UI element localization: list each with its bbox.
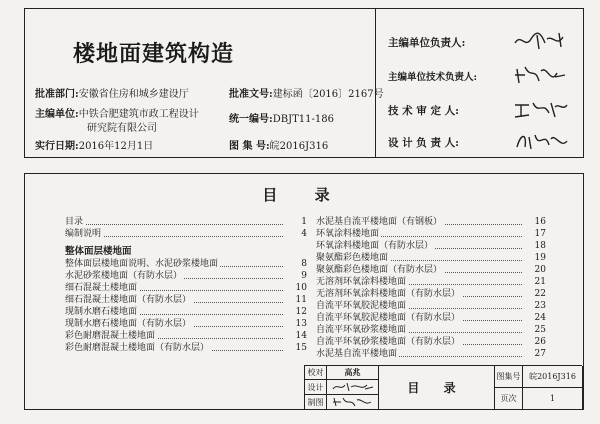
- handwritten-signature: [511, 97, 571, 121]
- toc-entry-title: 细石混凝土楼地面（有防水层）: [65, 295, 192, 305]
- stamp-atlas-label: 图集号: [495, 366, 523, 388]
- toc-entry-page: 24: [524, 312, 546, 324]
- toc-entry-title: 无溶剂环氧涂料楼地面（有防水层）: [316, 289, 461, 299]
- toc-entry: [316, 288, 546, 300]
- stamp-check-label: 校对: [305, 366, 327, 380]
- toc-entry: [316, 216, 546, 228]
- toc-left-column: [65, 216, 307, 354]
- toc-entry: [65, 330, 307, 342]
- toc-entry-page: 4: [285, 228, 307, 240]
- toc-entry: [65, 216, 307, 228]
- atlas-number: 图 集 号:皖2016J316: [229, 141, 329, 152]
- toc-entry-title: 水泥砂浆楼地面（有防水层）: [65, 271, 183, 281]
- toc-entry: [316, 240, 546, 252]
- toc-entry-title: 水泥基自流平楼地面: [316, 349, 398, 359]
- toc-entry-title: 无溶剂环氧涂料楼地面: [316, 277, 407, 287]
- toc-entry: [316, 300, 546, 312]
- effective-date: 实行日期:2016年12月1日: [35, 141, 154, 152]
- toc-right-column: [316, 216, 546, 360]
- toc-entry-page: 26: [524, 336, 546, 348]
- toc-entry-page: 11: [285, 294, 307, 306]
- toc-entry-page: 14: [285, 330, 307, 342]
- toc-entry: [316, 336, 546, 348]
- toc-entry-page: 19: [524, 252, 546, 264]
- toc-entry-title: 聚氨酯彩色楼地面（有防水层）: [316, 265, 443, 275]
- toc-entry: [65, 306, 307, 318]
- toc-entry: [316, 228, 546, 240]
- toc-entry-page: 1: [285, 216, 307, 228]
- toc-entry-page: 10: [285, 282, 307, 294]
- stamp-atlas-value: 皖2016J316: [523, 366, 583, 388]
- toc-entry-page: 27: [524, 348, 546, 360]
- toc-entry-title: 现制水磨石楼地面: [65, 307, 138, 317]
- toc-entry: [65, 318, 307, 330]
- toc-entry-title: 环氧涂料楼地面: [316, 229, 380, 239]
- signature-row-design-lead: 设 计 负 责 人:: [388, 137, 459, 149]
- toc-entry-title: 自流平环氧胶泥楼地面（有防水层）: [316, 313, 461, 323]
- toc-entry-page: 20: [524, 264, 546, 276]
- toc-section-title: 整体面层楼地面: [65, 246, 132, 257]
- toc-entry-page: 15: [285, 342, 307, 354]
- signature-row-reviewer: 技 术 审 定 人:: [388, 105, 459, 117]
- toc-heading: 目 录: [262, 186, 346, 204]
- unified-number: 统一编号:DBJT11-186: [229, 114, 334, 125]
- stamp-page-label: 页次: [495, 388, 523, 410]
- toc-entry: [316, 348, 546, 360]
- signature-row-tech-lead: 主编单位技术负责人:: [388, 72, 478, 83]
- title-block: [24, 8, 584, 158]
- handwritten-signature: [511, 129, 571, 153]
- toc-entry: [65, 270, 307, 282]
- handwritten-signature: [511, 29, 571, 53]
- signature-block: [375, 9, 584, 157]
- toc-entry-title: 彩色耐磨混凝土楼地面: [65, 331, 156, 341]
- toc-entry-page: 9: [285, 270, 307, 282]
- toc-entry: [316, 324, 546, 336]
- toc-entry-title: 编制说明: [65, 229, 102, 239]
- toc-entry-title: 自流平环氧砂浆楼地面: [316, 325, 407, 335]
- stamp-sheet-title: 目 录: [379, 366, 495, 410]
- toc-section-heading: [65, 246, 307, 258]
- atlas-title: 楼地面建筑构造: [73, 41, 235, 67]
- handwritten-signature: [331, 381, 375, 393]
- editor-unit: 主编单位:中铁合肥建筑市政工程设计: [35, 109, 199, 120]
- toc-entry-title: 水泥基自流平楼地面（有钢板）: [316, 217, 443, 227]
- toc-entry-page: 12: [285, 306, 307, 318]
- toc-entry: [65, 294, 307, 306]
- stamp-draw-signature: [327, 395, 379, 410]
- toc-entry-page: 8: [285, 258, 307, 270]
- toc-entry-page: 22: [524, 288, 546, 300]
- toc-entry-title: 细石混凝土楼地面: [65, 283, 138, 293]
- toc-entry: [316, 264, 546, 276]
- handwritten-signature: [331, 396, 375, 408]
- toc-entry: [65, 258, 307, 270]
- toc-entry: [316, 312, 546, 324]
- toc-entry: [65, 228, 307, 240]
- toc-entry: [316, 252, 546, 264]
- drawing-sheet: [24, 8, 586, 412]
- toc-leader-dots: [65, 224, 283, 225]
- title-block-info: [25, 9, 384, 157]
- stamp-page-value: 1: [523, 388, 583, 410]
- toc-entry-page: 23: [524, 300, 546, 312]
- toc-entry: [316, 276, 546, 288]
- toc-entry-title: 自流平环氧胶泥楼地面: [316, 301, 407, 311]
- handwritten-signature: [511, 63, 571, 87]
- toc-entry-title: 目录: [65, 217, 84, 227]
- toc-entry-page: 25: [524, 324, 546, 336]
- stamp-design-signature: [327, 380, 379, 395]
- toc-entry: [65, 282, 307, 294]
- stamp-design-label: 设计: [305, 380, 327, 395]
- signature-row-chief-unit: 主编单位负责人:: [388, 37, 466, 49]
- toc-entry-page: 17: [524, 228, 546, 240]
- toc-entry-page: 18: [524, 240, 546, 252]
- toc-entry: [65, 342, 307, 354]
- toc-entry-title: 自流平环氧砂浆楼地面（有防水层）: [316, 337, 461, 347]
- stamp-check-name: 高兆: [327, 366, 379, 380]
- approval-document: 批准文号:建标函〔2016〕2167号: [229, 89, 384, 100]
- toc-entry-page: 21: [524, 276, 546, 288]
- drawing-stamp: [304, 365, 582, 409]
- editor-unit-line2: 研究院有限公司: [87, 123, 157, 134]
- toc-entry-title: 现制水磨石楼地面（有防水层）: [65, 319, 192, 329]
- toc-entry-title: 环氧涂料楼地面（有防水层）: [316, 241, 434, 251]
- approval-department: 批准部门:安徽省住房和城乡建设厅: [35, 89, 189, 100]
- toc-entry-title: 彩色耐磨混凝土楼地面（有防水层）: [65, 343, 210, 353]
- toc-entry-title: 聚氨酯彩色楼地面: [316, 253, 389, 263]
- toc-entry-title: 整体面层楼地面说明、水泥砂浆楼地面: [65, 259, 219, 269]
- toc-entry-page: 13: [285, 318, 307, 330]
- toc-entry-page: 16: [524, 216, 546, 228]
- stamp-draw-label: 制图: [305, 395, 327, 410]
